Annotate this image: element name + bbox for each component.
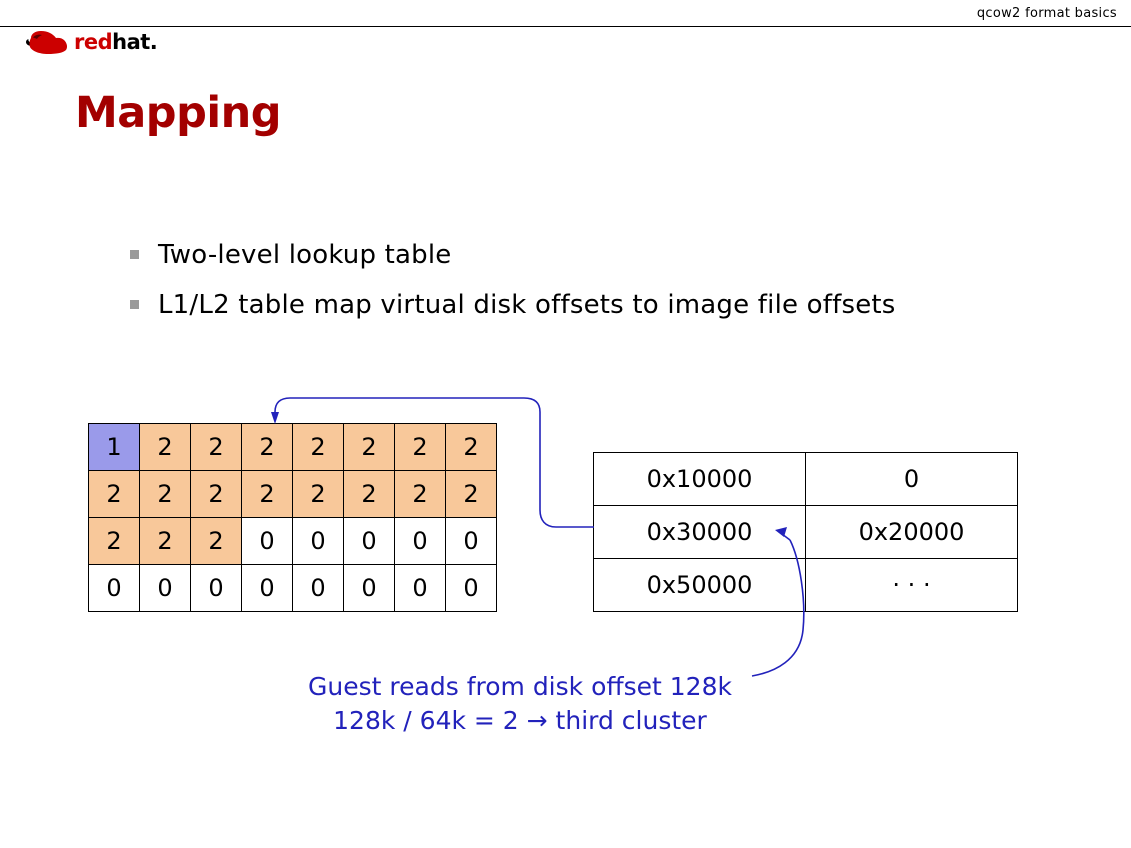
bullet-item bbox=[130, 280, 1030, 330]
grid-cell: 0 bbox=[395, 518, 446, 565]
bullet-list bbox=[130, 230, 1030, 330]
bullet-text: L1/L2 table map virtual disk offsets to image file offsets bbox=[158, 290, 896, 320]
l1-offset-table bbox=[593, 452, 1018, 612]
redhat-logo bbox=[26, 26, 206, 60]
bullet-item bbox=[130, 230, 1030, 280]
grid-cell: 2 bbox=[446, 424, 497, 471]
grid-cell: 0 bbox=[395, 565, 446, 612]
grid-cell: 0 bbox=[242, 565, 293, 612]
table-row bbox=[594, 453, 1018, 506]
table-cell-value: · · · bbox=[806, 559, 1018, 612]
table-cell-value: 0x20000 bbox=[806, 506, 1018, 559]
grid-cell: 2 bbox=[242, 471, 293, 518]
grid-cell: 2 bbox=[89, 471, 140, 518]
bullet-marker-icon bbox=[130, 300, 139, 309]
grid-cell: 1 bbox=[89, 424, 140, 471]
grid-cell: 0 bbox=[344, 518, 395, 565]
grid-cell: 0 bbox=[293, 565, 344, 612]
grid-cell: 2 bbox=[446, 471, 497, 518]
page-title: Mapping bbox=[75, 88, 281, 138]
grid-cell: 2 bbox=[395, 471, 446, 518]
grid-cell: 2 bbox=[395, 424, 446, 471]
l2-cluster-grid bbox=[88, 423, 497, 612]
caption bbox=[240, 670, 800, 738]
grid-cell: 2 bbox=[140, 518, 191, 565]
caption-line: Guest reads from disk offset 128k bbox=[308, 672, 732, 701]
grid-cell: 2 bbox=[344, 424, 395, 471]
grid-cell: 2 bbox=[242, 424, 293, 471]
bullet-text: Two-level lookup table bbox=[158, 240, 452, 270]
grid-cell: 2 bbox=[293, 471, 344, 518]
grid-cell: 0 bbox=[344, 565, 395, 612]
grid-cell: 0 bbox=[191, 565, 242, 612]
grid-cell: 0 bbox=[293, 518, 344, 565]
bullet-marker-icon bbox=[130, 250, 139, 259]
grid-row bbox=[89, 518, 497, 565]
grid-cell: 2 bbox=[140, 471, 191, 518]
table-row bbox=[594, 506, 1018, 559]
grid-cell: 2 bbox=[293, 424, 344, 471]
table-cell-value: 0 bbox=[806, 453, 1018, 506]
grid-cell: 0 bbox=[140, 565, 191, 612]
redhat-shadowman-icon bbox=[26, 30, 70, 56]
grid-cell: 2 bbox=[140, 424, 191, 471]
grid-cell: 0 bbox=[446, 565, 497, 612]
grid-row bbox=[89, 565, 497, 612]
grid-cell: 0 bbox=[242, 518, 293, 565]
grid-cell: 2 bbox=[191, 424, 242, 471]
logo-text-black: hat. bbox=[112, 30, 158, 54]
header-title: qcow2 format basics bbox=[976, 6, 1117, 21]
grid-row bbox=[89, 424, 497, 471]
grid-cell: 0 bbox=[446, 518, 497, 565]
logo-text-red: red bbox=[74, 30, 113, 54]
table-cell-offset: 0x30000 bbox=[594, 506, 806, 559]
table-cell-offset: 0x50000 bbox=[594, 559, 806, 612]
table-row bbox=[594, 559, 1018, 612]
grid-cell: 0 bbox=[89, 565, 140, 612]
grid-cell: 2 bbox=[191, 518, 242, 565]
caption-line: 128k / 64k = 2 → third cluster bbox=[333, 706, 707, 735]
grid-row bbox=[89, 471, 497, 518]
grid-cell: 2 bbox=[191, 471, 242, 518]
table-cell-offset: 0x10000 bbox=[594, 453, 806, 506]
grid-cell: 2 bbox=[89, 518, 140, 565]
logo-wordmark bbox=[74, 30, 157, 54]
grid-cell: 2 bbox=[344, 471, 395, 518]
